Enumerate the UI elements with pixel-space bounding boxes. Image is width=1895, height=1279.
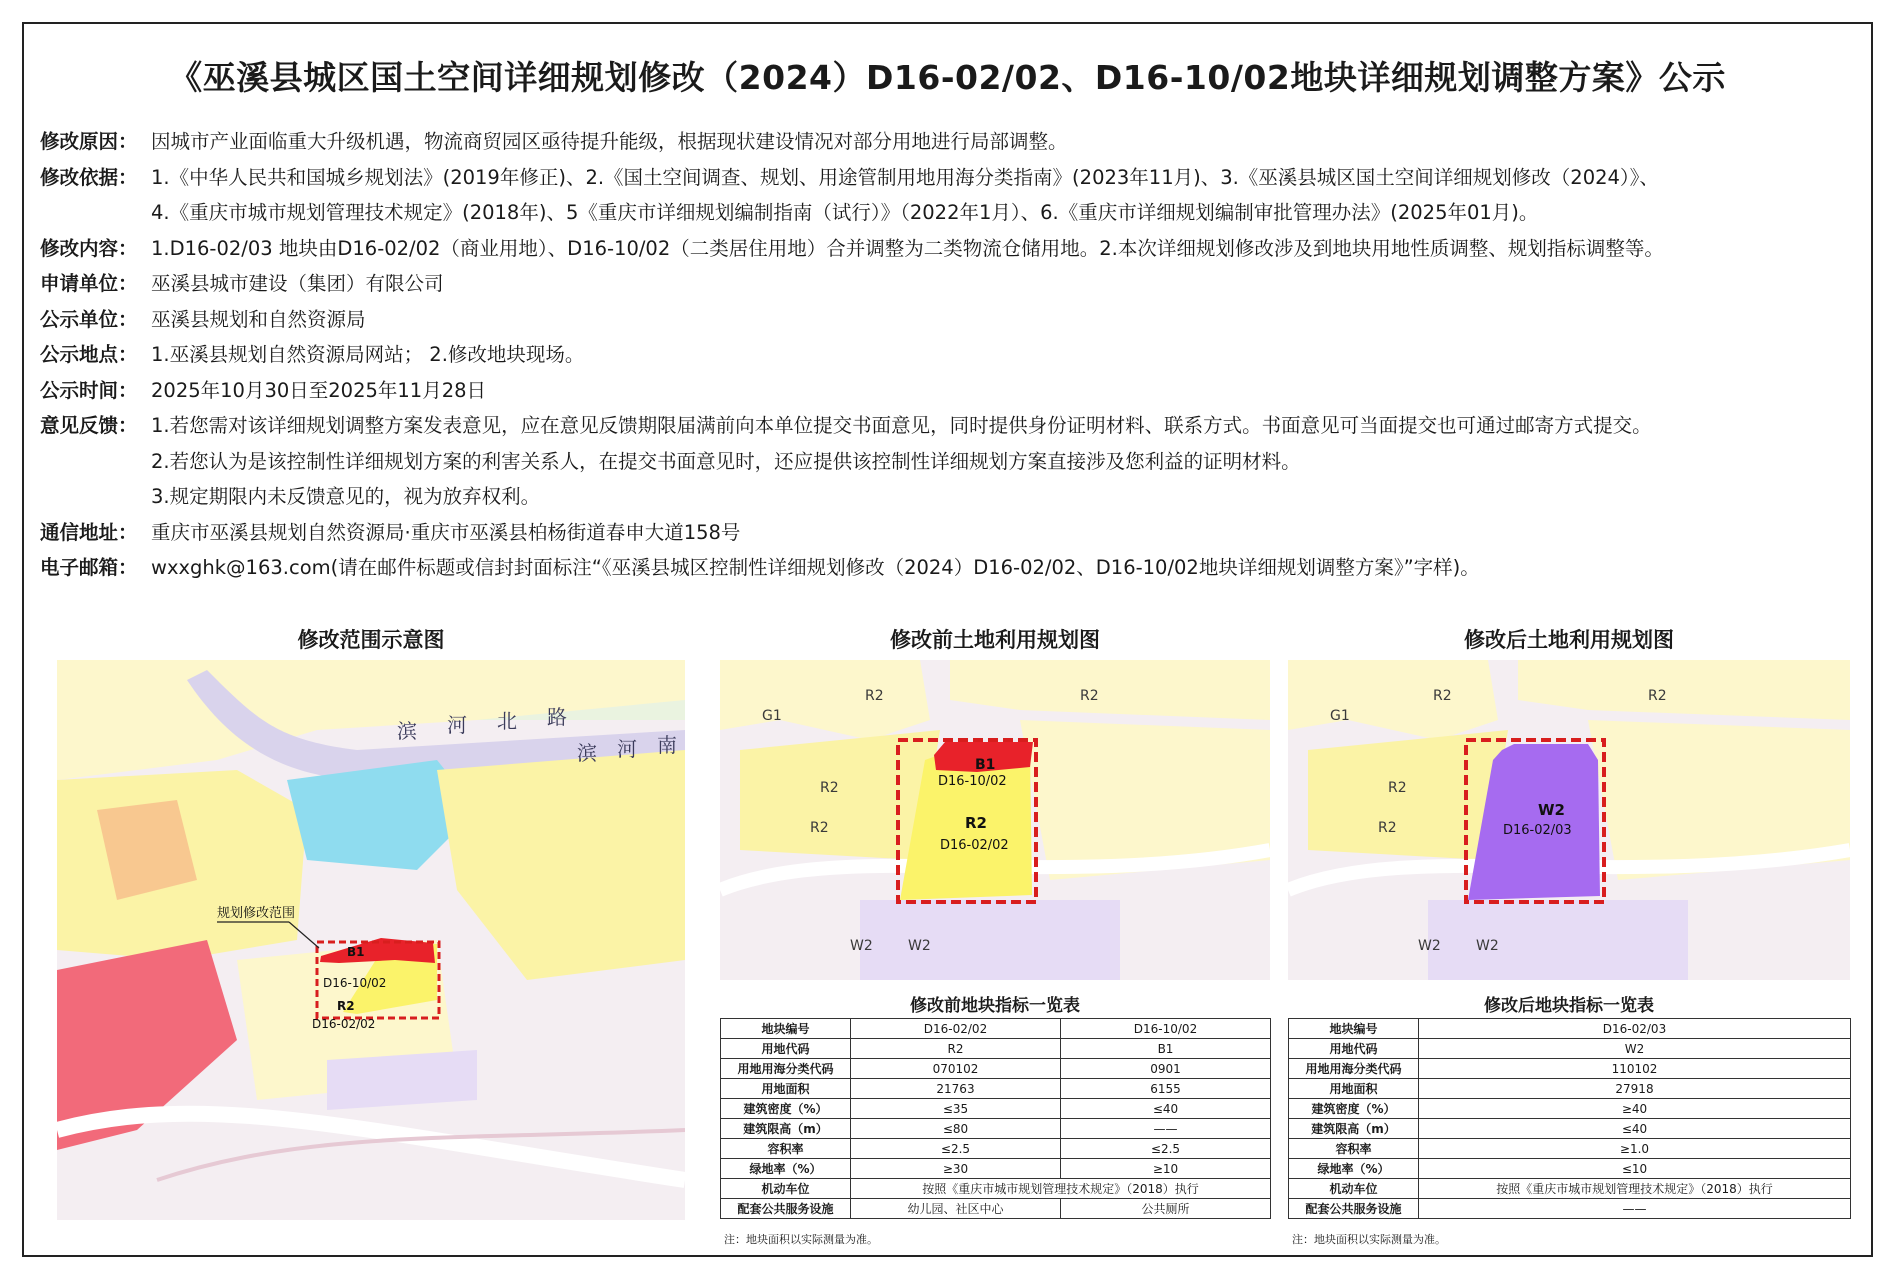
table-cell: 建筑限高（m） [1289, 1119, 1419, 1139]
table-cell: 建筑密度（%） [1289, 1099, 1419, 1119]
time-row [40, 373, 1870, 409]
before-table-note: 注：地块面积以实际测量为准。 [724, 1233, 878, 1246]
publisher-row [40, 302, 1870, 338]
before-d16-02-label: D16-02/02 [940, 838, 1009, 853]
table-row [1289, 1099, 1851, 1119]
after-map [1288, 660, 1850, 980]
road-label-1: 滨 [397, 719, 417, 743]
after-w2-plot-label: W2 [1538, 801, 1565, 819]
address-label: 通信地址： [40, 520, 138, 544]
reason-label: 修改原因： [40, 130, 138, 153]
basis-text-1: 1.《中华人民共和国城乡规划法》(2019年修正)、2.《国土空间调查、规划、用途管制用地用海分类指南》(2023年11月)、3.《巫溪县城区国土空间详细规划修改（2024）》、 [151, 165, 1659, 189]
table-header-row [1289, 1019, 1851, 1039]
table-cell: 机动车位 [721, 1179, 851, 1199]
basis-label: 修改依据： [40, 165, 138, 189]
content-row [40, 231, 1870, 267]
email-row [40, 550, 1870, 586]
before-logistics-light [860, 900, 1120, 980]
road-label-6: 河 [617, 737, 637, 761]
after-table-title: 修改后地块指标一览表 [1484, 996, 1654, 1016]
after-west-residential [1308, 730, 1508, 860]
table-row [721, 1099, 1271, 1119]
table-row [721, 1039, 1271, 1059]
reason-text: 因城市产业面临重大升级机遇，物流商贸园区亟待提升能级，根据现状建设情况对部分用地进行局部调整。 [151, 130, 1068, 153]
table-row [721, 1059, 1271, 1079]
email-text: wxxghk@163.com(请在邮件标题或信封封面标注“《巫溪县城区控制性详细规划修改（2024）D16-02/02、D16-10/02地块详细规划调整方案》”字样)。 [151, 556, 1480, 579]
email-label: 电子邮箱： [40, 556, 138, 579]
time-label: 公示时间： [40, 378, 138, 402]
table-row [721, 1179, 1271, 1199]
applicant-text: 巫溪县城市建设（集团）有限公司 [151, 272, 444, 295]
after-index-table [1288, 1018, 1851, 1219]
table-cell: 用地用海分类代码 [1289, 1059, 1419, 1079]
table-row [1289, 1159, 1851, 1179]
road-label-5: 滨 [577, 741, 597, 765]
table-row [1289, 1179, 1851, 1199]
scope-map-title: 修改范围示意图 [297, 628, 445, 652]
table-cell: 绿地率（%） [721, 1159, 851, 1179]
table-cell: 用地代码 [721, 1039, 851, 1059]
after-logistics-light [1428, 900, 1688, 980]
table-cell: ≤35 [851, 1099, 1061, 1119]
scope-r2-label: R2 [337, 999, 355, 1013]
table-cell: ≥40 [1419, 1099, 1851, 1119]
basis-row [40, 160, 1870, 196]
table-header-row [721, 1019, 1271, 1039]
table-cell: B1 [1061, 1039, 1271, 1059]
before-w2-label-2: W2 [908, 938, 931, 954]
after-r2-label-1: R2 [1433, 688, 1452, 704]
basis-text-2: 4.《重庆市城市规划管理技术规定》(2018年)、5《重庆市详细规划编制指南（试行）》（2022年1月）、6.《重庆市详细规划编制审批管理办法》(2025年01月)。 [151, 201, 1539, 224]
table-cell: 地块编号 [1289, 1019, 1419, 1039]
table-cell: 按照《重庆市城市规划管理技术规定》（2018）执行 [1419, 1179, 1851, 1199]
before-r2-label-3: R2 [820, 780, 839, 796]
time-text: 2025年10月30日至2025年11月28日 [151, 378, 487, 402]
table-cell: 机动车位 [1289, 1179, 1419, 1199]
table-cell: —— [1061, 1119, 1271, 1139]
table-cell: 公共厕所 [1061, 1199, 1271, 1219]
after-g1-label: G1 [1330, 708, 1350, 724]
table-cell: 容积率 [721, 1139, 851, 1159]
table-cell: 配套公共服务设施 [721, 1199, 851, 1219]
publisher-text: 巫溪县规划和自然资源局 [151, 307, 366, 331]
table-cell: 绿地率（%） [1289, 1159, 1419, 1179]
scope-d16-10-label: D16-10/02 [323, 976, 387, 990]
table-row [1289, 1079, 1851, 1099]
feedback-text-1: 1.若您需对该详细规划调整方案发表意见，应在意见反馈期限届满前向本单位提交书面意见，同时提供身份证明材料、联系方式。书面意见可当面提交也可通过邮寄方式提交。 [151, 414, 1652, 437]
table-cell: 27918 [1419, 1079, 1851, 1099]
table-cell: 容积率 [1289, 1139, 1419, 1159]
scope-logistics-light [327, 1050, 477, 1110]
after-w2-label-1: W2 [1418, 938, 1441, 954]
applicant-label: 申请单位： [40, 272, 138, 295]
table-cell: ≤40 [1061, 1099, 1271, 1119]
before-r2-label-2: R2 [1080, 688, 1099, 704]
road-label-3: 北 [497, 709, 517, 733]
table-cell: D16-02/02 [851, 1019, 1061, 1039]
feedback-text-2: 2.若您认为是该控制性详细规划方案的利害关系人，在提交书面意见时，还应提供该控制性详细规划方案直接涉及您利益的证明材料。 [151, 449, 1301, 473]
table-cell: 21763 [851, 1079, 1061, 1099]
table-cell: 用地代码 [1289, 1039, 1419, 1059]
address-text: 重庆市巫溪县规划自然资源局·重庆市巫溪县柏杨街道春申大道158号 [151, 520, 741, 544]
feedback-text-3: 3.规定期限内未反馈意见的，视为放弃权利。 [151, 485, 541, 508]
content-label: 修改内容： [40, 236, 138, 260]
table-cell: ≥10 [1061, 1159, 1271, 1179]
table-cell: R2 [851, 1039, 1061, 1059]
publisher-label: 公示单位： [40, 307, 138, 331]
before-d16-10-label: D16-10/02 [938, 774, 1007, 789]
table-cell: W2 [1419, 1039, 1851, 1059]
table-cell: 建筑密度（%） [721, 1099, 851, 1119]
before-g1-label: G1 [762, 708, 782, 724]
before-map-title: 修改前土地利用规划图 [890, 628, 1100, 652]
after-table-note: 注：地块面积以实际测量为准。 [1292, 1233, 1446, 1246]
feedback-row [40, 408, 1870, 444]
table-cell: 用地面积 [721, 1079, 851, 1099]
page-title: 《巫溪县城区国土空间详细规划修改（2024）D16-02/02、D16-10/02地块详细规划调整方案》公示 [169, 58, 1726, 97]
table-row [721, 1199, 1271, 1219]
scope-d16-02-label: D16-02/02 [312, 1017, 376, 1031]
table-cell: 建筑限高（m） [721, 1119, 851, 1139]
table-row [1289, 1119, 1851, 1139]
table-cell: 0901 [1061, 1059, 1271, 1079]
table-cell: 110102 [1419, 1059, 1851, 1079]
table-cell: ≥30 [851, 1159, 1061, 1179]
table-cell: 用地用海分类代码 [721, 1059, 851, 1079]
before-b1-label: B1 [975, 757, 996, 773]
content-text: 1.D16-02/03 地块由D16-02/02（商业用地）、D16-10/02（二类居住用地）合并调整为二类物流仓储用地。2.本次详细规划修改涉及到地块用地性质调整、规划指标调整等。 [151, 236, 1664, 260]
table-cell: 070102 [851, 1059, 1061, 1079]
road-label-7: 南 [657, 733, 677, 757]
place-text: 1.巫溪县规划自然资源局网站； 2.修改地块现场。 [151, 343, 585, 366]
reason-row [40, 124, 1870, 160]
before-index-table [720, 1018, 1271, 1219]
table-row [721, 1159, 1271, 1179]
before-table-title: 修改前地块指标一览表 [910, 996, 1080, 1016]
before-r2-label-1: R2 [865, 688, 884, 704]
after-w2-label-2: W2 [1476, 938, 1499, 954]
scope-callout-label: 规划修改范围 [217, 906, 296, 921]
scope-map [57, 660, 685, 1220]
after-r2-label-2: R2 [1648, 688, 1667, 704]
feedback-label: 意见反馈： [40, 414, 138, 437]
table-cell: ≤2.5 [851, 1139, 1061, 1159]
table-cell: ≤40 [1419, 1119, 1851, 1139]
applicant-row [40, 266, 1870, 302]
table-row [721, 1139, 1271, 1159]
table-cell: ≤80 [851, 1119, 1061, 1139]
table-cell: 6155 [1061, 1079, 1271, 1099]
table-row [1289, 1059, 1851, 1079]
table-cell: 幼儿园、社区中心 [851, 1199, 1061, 1219]
notice-info [40, 124, 1870, 586]
place-label: 公示地点： [40, 343, 138, 366]
table-cell: 配套公共服务设施 [1289, 1199, 1419, 1219]
table-cell: 用地面积 [1289, 1079, 1419, 1099]
table-row [721, 1079, 1271, 1099]
road-label-2: 河 [447, 713, 467, 737]
table-cell: D16-10/02 [1061, 1019, 1271, 1039]
table-cell: D16-02/03 [1419, 1019, 1851, 1039]
road-label-4: 路 [547, 705, 567, 729]
table-cell: 地块编号 [721, 1019, 851, 1039]
table-row [1289, 1199, 1851, 1219]
after-map-title: 修改后土地利用规划图 [1464, 628, 1674, 652]
table-cell: ≤10 [1419, 1159, 1851, 1179]
table-cell: 按照《重庆市城市规划管理技术规定》（2018）执行 [851, 1179, 1271, 1199]
table-cell: ≤2.5 [1061, 1139, 1271, 1159]
before-map [720, 660, 1270, 980]
after-r2-label-3: R2 [1388, 780, 1407, 796]
before-west-residential [740, 730, 940, 860]
table-cell: ≥1.0 [1419, 1139, 1851, 1159]
before-r2-label-4: R2 [810, 820, 829, 836]
table-row [721, 1119, 1271, 1139]
before-w2-label-1: W2 [850, 938, 873, 954]
place-row [40, 337, 1870, 373]
scope-b1-label: B1 [347, 945, 365, 959]
after-r2-label-4: R2 [1378, 820, 1397, 836]
address-row [40, 515, 1870, 551]
table-cell: —— [1419, 1199, 1851, 1219]
table-row [1289, 1139, 1851, 1159]
table-row [1289, 1039, 1851, 1059]
after-d16-02-03-label: D16-02/03 [1503, 823, 1572, 838]
before-r2-plot-label: R2 [965, 814, 987, 832]
